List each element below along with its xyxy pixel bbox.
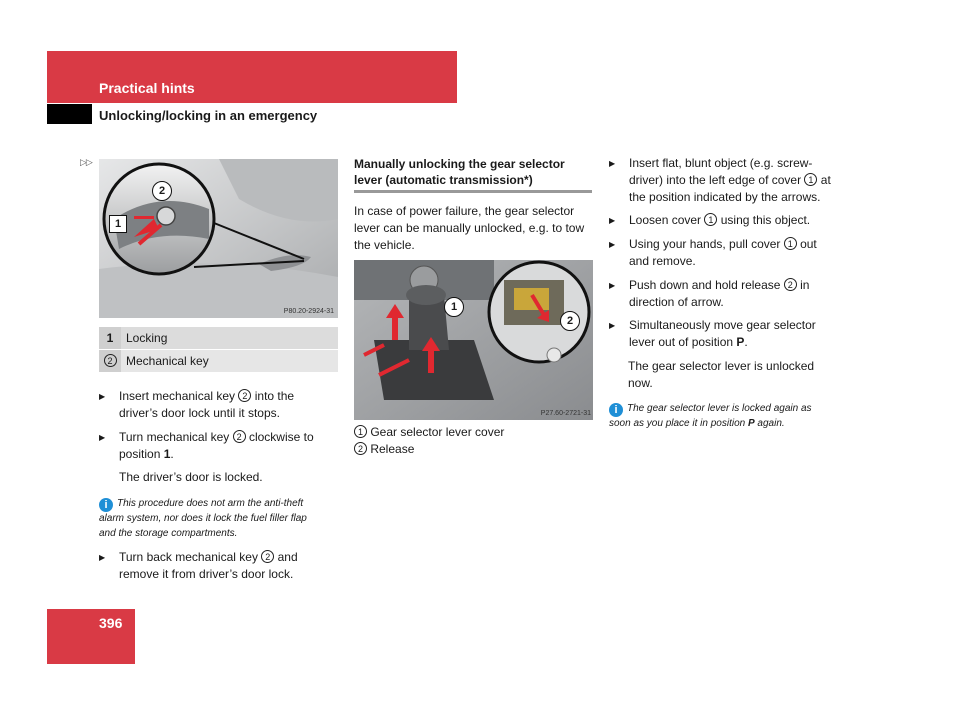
info-note: i This procedure does not arm the anti-theft alarm system, nor does it lock the fuel filler flap and the storage compartments. xyxy=(99,498,307,539)
callout-1: 1 xyxy=(444,297,464,317)
ref-circle: 1 xyxy=(704,213,717,226)
triangle-right-icon: ▶ xyxy=(99,392,106,401)
callout-2: 2 xyxy=(560,311,580,331)
triangle-right-icon: ▶ xyxy=(609,159,616,168)
legend-label: Release xyxy=(370,442,415,456)
legend-row xyxy=(99,327,338,349)
door-lock-photo xyxy=(99,159,338,318)
callout-2: 2 xyxy=(152,181,172,201)
section-title: Practical hints xyxy=(99,80,195,96)
triangle-right-icon: ▶ xyxy=(609,240,616,249)
continuation-mark: ▷▷ xyxy=(80,157,92,167)
callout-1: 1 xyxy=(109,215,127,233)
legend-label: Locking xyxy=(126,331,168,345)
legend-number: 2 xyxy=(104,354,117,367)
triangle-right-icon: ▶ xyxy=(609,281,616,290)
section-heading: Manually unlocking the gear selector lever (automatic transmission*) xyxy=(354,157,565,187)
photo-code: P80.20-2924-31 xyxy=(283,308,334,315)
triangle-right-icon: ▶ xyxy=(609,321,616,330)
ref-circle: 1 xyxy=(784,237,797,250)
ref-circle: 2 xyxy=(784,278,797,291)
result-text: The driver’s door is locked. xyxy=(119,470,263,484)
triangle-right-icon: ▶ xyxy=(99,553,106,562)
photo-code: P27.60-2721-31 xyxy=(540,410,591,417)
legend-number: 2 xyxy=(354,442,367,455)
legend-label: Gear selector lever cover xyxy=(370,425,505,439)
header-tab-marker xyxy=(47,104,92,124)
door-lock-illustration xyxy=(99,159,338,318)
info-icon: i xyxy=(99,498,113,512)
result-text: The gear selector lever is unlocked now. xyxy=(628,359,815,390)
gear-selector-illustration xyxy=(354,260,593,420)
legend-row xyxy=(99,350,338,372)
legend-item xyxy=(354,424,504,441)
info-icon: i xyxy=(609,403,623,417)
triangle-right-icon: ▶ xyxy=(609,216,616,225)
intro-text: In case of power failure, the gear selector lever can be manually unlocked, e.g. to tow the vehicle. xyxy=(354,204,585,252)
ref-circle: 2 xyxy=(238,389,251,402)
page-subtitle: Unlocking/locking in an emergency xyxy=(99,108,318,123)
ref-circle: 2 xyxy=(261,550,274,563)
legend-number: 1 xyxy=(99,327,121,349)
legend-label: Mechanical key xyxy=(126,354,209,368)
heading-rule xyxy=(354,190,592,193)
ref-circle: 1 xyxy=(804,173,817,186)
page-number: 396 xyxy=(99,615,123,631)
gear-selector-photo xyxy=(354,260,593,420)
legend-item xyxy=(354,441,414,458)
ref-circle: 2 xyxy=(233,430,246,443)
info-note: i The gear selector lever is locked again as soon as you place it in position P again. xyxy=(609,403,812,429)
legend-number: 1 xyxy=(354,425,367,438)
triangle-right-icon: ▶ xyxy=(99,433,106,442)
